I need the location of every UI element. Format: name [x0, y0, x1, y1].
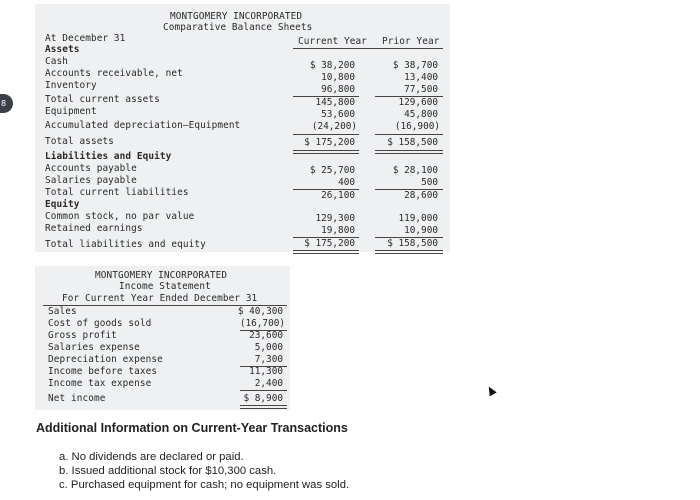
bs-company: MONTGOMERY INCORPORATED — [170, 11, 303, 22]
row-current: $ 175,200 — [304, 137, 355, 148]
row-label: Salaries expense — [48, 342, 140, 353]
row-label: Net income — [48, 393, 106, 404]
row-value: $ 8,900 — [243, 393, 283, 404]
balance-sheet — [35, 4, 450, 252]
row-current: $ 38,200 — [309, 60, 355, 71]
row-current: 400 — [338, 177, 355, 188]
total-double-rule — [293, 150, 359, 154]
total-double-rule — [375, 250, 443, 254]
header-rule — [293, 48, 443, 49]
mouse-cursor-icon — [485, 385, 496, 397]
bs-title: Comparative Balance Sheets — [163, 22, 313, 33]
row-current: 129,300 — [315, 213, 355, 224]
subtotal-rule — [293, 134, 359, 135]
row-current: 26,100 — [321, 190, 355, 201]
row-current: 19,800 — [321, 225, 355, 236]
row-current: 145,800 — [315, 97, 355, 108]
row-label: Income tax expense — [48, 378, 152, 389]
row-label: Accumulated depreciation—Equipment — [45, 120, 241, 131]
row-prior: $ 28,100 — [392, 165, 438, 176]
row-prior: 10,900 — [404, 225, 438, 236]
additional-item: c. Purchased equipment for cash; no equipment was sold. — [59, 479, 350, 491]
additional-item: b. Issued additional stock for $10,300 cash. — [59, 465, 277, 477]
row-prior: 129,600 — [398, 97, 438, 108]
row-current: $ 25,700 — [309, 165, 355, 176]
additional-item: a. No dividends are declared or paid. — [59, 451, 244, 463]
row-label: Depreciation expense — [48, 354, 163, 365]
bs-date-label: At December 31 — [45, 33, 126, 44]
additional-info-heading: Additional Information on Current-Year Transactions — [36, 421, 348, 435]
row-label: Total current liabilities — [45, 187, 189, 198]
liabilities-heading: Liabilities and Equity — [45, 151, 172, 162]
row-value: (16,700) — [239, 318, 285, 329]
row-value: 11,300 — [249, 366, 283, 377]
is-title: Income Statement — [119, 281, 211, 292]
col-prior-header: Prior Year — [382, 36, 440, 47]
row-prior: 28,600 — [404, 190, 438, 201]
side-tab[interactable] — [0, 94, 13, 113]
row-label: Equipment — [45, 106, 97, 117]
row-label: Accounts receivable, net — [45, 68, 183, 79]
row-prior: 119,000 — [398, 213, 438, 224]
total-double-rule — [293, 250, 359, 254]
row-prior: 77,500 — [404, 84, 438, 95]
row-prior: $ 158,500 — [387, 238, 438, 249]
row-prior: 500 — [421, 177, 438, 188]
subtotal-rule — [240, 390, 287, 391]
row-label: Accounts payable — [45, 163, 137, 174]
row-label: Inventory — [45, 80, 97, 91]
row-prior: $ 38,700 — [392, 60, 438, 71]
side-tab-label: 8 — [1, 99, 7, 108]
income-statement — [35, 266, 290, 410]
row-current: (24,200) — [311, 121, 357, 132]
subtotal-rule — [375, 134, 443, 135]
row-label: Cash — [45, 56, 68, 67]
row-prior: 45,800 — [404, 109, 438, 120]
row-value: 5,000 — [254, 342, 283, 353]
row-current: 96,800 — [321, 84, 355, 95]
row-prior: $ 158,500 — [387, 137, 438, 148]
row-current: $ 175,200 — [304, 238, 355, 249]
total-double-rule — [240, 405, 287, 409]
row-value: 2,400 — [254, 378, 283, 389]
row-label: Retained earnings — [45, 223, 143, 234]
row-label: Total assets — [45, 136, 114, 147]
equity-heading: Equity — [45, 199, 80, 210]
row-value: 23,600 — [249, 330, 283, 341]
row-value: $ 40,300 — [237, 306, 283, 317]
row-label: Cost of goods sold — [48, 318, 152, 329]
row-label: Sales — [48, 306, 77, 317]
row-prior: (16,900) — [394, 121, 440, 132]
is-period: For Current Year Ended December 31 — [62, 293, 258, 304]
row-label: Total liabilities and equity — [45, 239, 206, 250]
row-label: Income before taxes — [48, 366, 158, 377]
row-label: Common stock, no par value — [45, 211, 195, 222]
row-label: Gross profit — [48, 330, 117, 341]
row-label: Salaries payable — [45, 175, 137, 186]
assets-heading: Assets — [45, 44, 80, 55]
is-company: MONTGOMERY INCORPORATED — [95, 270, 228, 281]
row-value: 7,300 — [254, 354, 283, 365]
row-current: 10,800 — [321, 72, 355, 83]
row-prior: 13,400 — [404, 72, 438, 83]
col-current-header: Current Year — [298, 36, 367, 47]
total-double-rule — [375, 150, 443, 154]
row-label: Total current assets — [45, 94, 160, 105]
row-current: 53,600 — [321, 109, 355, 120]
